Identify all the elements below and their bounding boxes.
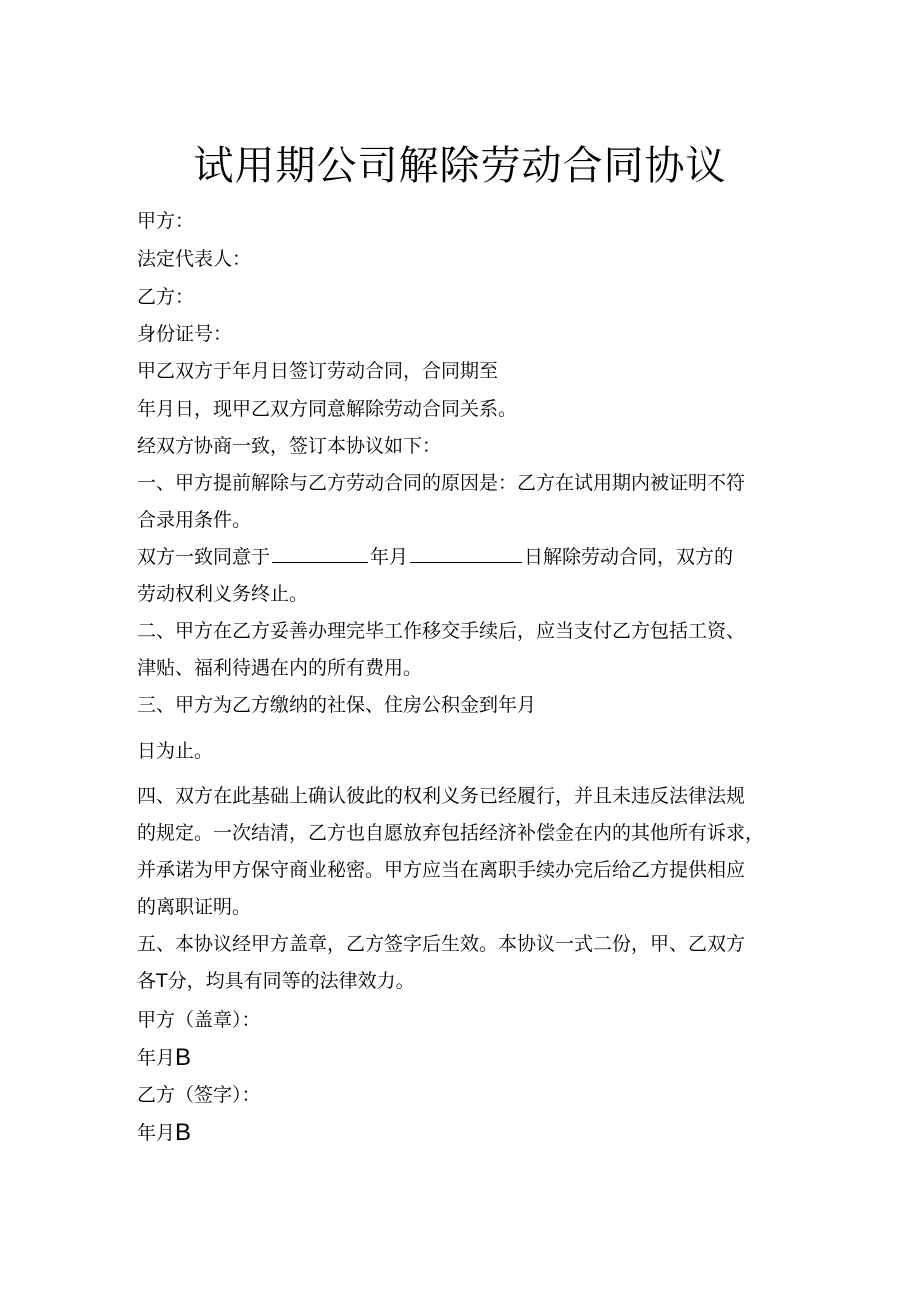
intro-line-1: 甲乙双方于年月日签订劳动合同，合同期至: [137, 360, 499, 382]
termination-date-line: [137, 544, 733, 570]
clause-4-line-1: 四、双方在此基础上确认彼此的权利义务已经履行，并且未违反法律法规: [137, 785, 746, 807]
intro-line-2: 年月日，现甲乙双方同意解除劳动合同关系。: [137, 398, 518, 420]
termination-text-1: 双方一致同意于: [137, 546, 271, 568]
clause-3-line-1: 三、甲方为乙方缴纳的社保、住房公积金到年月: [137, 694, 537, 716]
clause-5-line-1: 五、本协议经甲方盖章，乙方签字后生效。本协议一式二份，甲、乙双方: [137, 933, 746, 955]
clause-2-line-1: 二、甲方在乙方妥善办理完毕工作移交手续后，应当支付乙方包括工资、: [137, 620, 746, 642]
party-a-date-line: [137, 1045, 191, 1071]
party-b-signature-label: 乙方（签字）：: [137, 1084, 261, 1106]
termination-year-blank: [272, 544, 368, 563]
party-a-date-suffix: B: [175, 1044, 192, 1071]
clause-5-line-2: 各T分，均具有同等的法律效力。: [137, 970, 415, 992]
intro-line-3: 经双方协商一致，签订本协议如下：: [137, 435, 442, 457]
party-b-date-prefix: 年月: [137, 1122, 176, 1144]
clause-1-line-1: 一、甲方提前解除与乙方劳动合同的原因是：乙方在试用期内被证明不符: [137, 472, 746, 494]
termination-line-2: 劳动权利义务终止。: [137, 583, 309, 605]
clause-4-line-2: 的规定。一次结清，乙方也自愿放弃包括经济补偿金在内的其他所有诉求，: [137, 822, 765, 844]
clause-4-line-4: 的离职证明。: [137, 896, 252, 918]
legal-representative-label: 法定代表人：: [137, 248, 252, 270]
clause-4-line-3: 并承诺为甲方保守商业秘密。甲方应当在离职手续办完后给乙方提供相应: [137, 859, 746, 881]
termination-day-blank: [410, 544, 522, 563]
document-title: 试用期公司解除劳动合同协议: [193, 143, 727, 189]
clause-1-line-2: 合录用条件。: [137, 509, 252, 531]
party-a-date-prefix: 年月: [137, 1047, 176, 1069]
party-b-date-suffix: B: [175, 1119, 192, 1146]
clause-2-line-2: 津贴、福利待遇在内的所有费用。: [137, 657, 423, 679]
clause-3-line-2: 日为止。: [137, 740, 214, 762]
termination-text-2: 年月: [370, 546, 409, 568]
id-number-label: 身份证号：: [137, 323, 233, 345]
party-a-label: 甲方：: [137, 210, 195, 232]
termination-text-3: 日解除劳动合同，双方的: [524, 546, 734, 568]
party-b-date-line: [137, 1120, 191, 1146]
party-b-label: 乙方：: [137, 286, 195, 308]
party-a-seal-label: 甲方（盖章）：: [137, 1009, 261, 1031]
